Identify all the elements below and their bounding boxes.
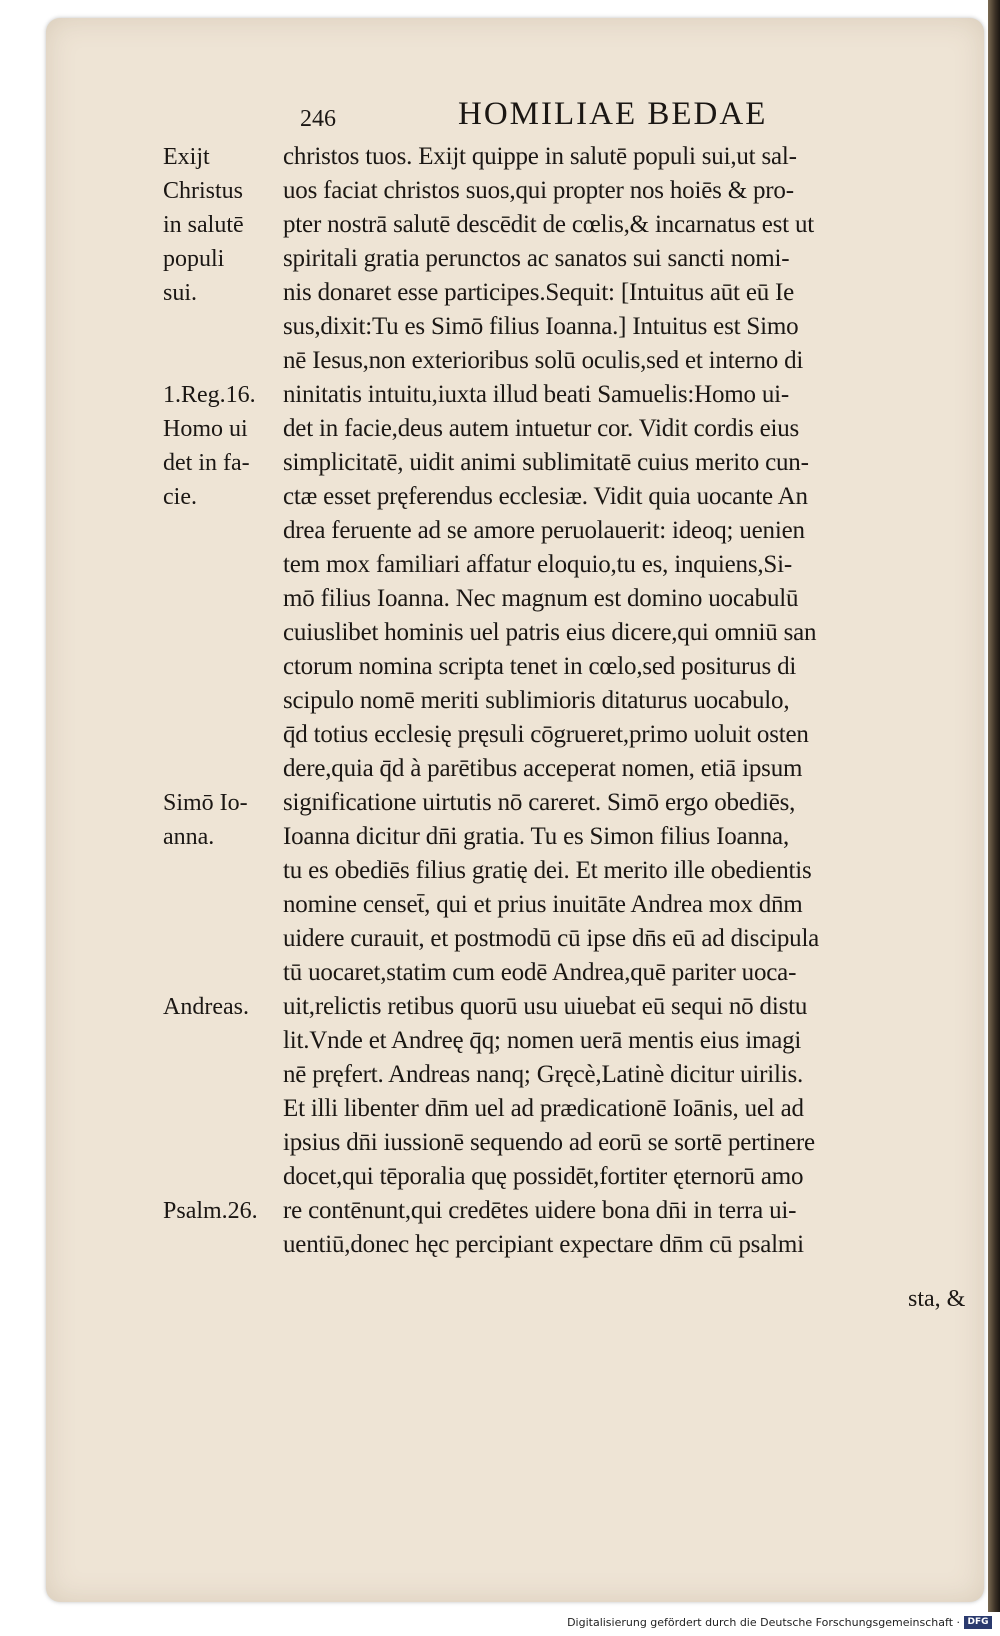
body-text: Ioanna dicitur dn̄i gratia. Tu es Simon filius Ioanna, xyxy=(283,823,790,850)
text-line xyxy=(0,888,1000,922)
text-line xyxy=(0,820,1000,854)
body-text: lit.Vnde et Andreę q̄q; nomen uerā mentis eius imagi xyxy=(283,1027,802,1054)
body-text: tu es obediēs filius gratię dei. Et merito ille obedientis xyxy=(283,857,812,884)
text-line xyxy=(0,514,1000,548)
text-line xyxy=(0,1160,1000,1194)
text-line xyxy=(0,208,1000,242)
body-text: det in facie,deus autem intuetur cor. Vidit cordis eius xyxy=(283,415,800,442)
text-line xyxy=(0,990,1000,1024)
text-line xyxy=(0,684,1000,718)
funding-credit: Digitalisierung gefördert durch die Deutsche Forschungsgemeinschaft · xyxy=(567,1616,960,1629)
text-line xyxy=(0,718,1000,752)
margin-note: Christus xyxy=(163,178,244,204)
footer-bar xyxy=(0,1612,1000,1636)
body-text: nis donaret esse participes.Sequit: [Intuitus aūt eū Ie xyxy=(283,279,795,306)
text-line xyxy=(0,548,1000,582)
body-text: dere,quia q̄d à parētibus acceperat nomen, etiā ipsum xyxy=(283,755,803,782)
body-text: drea feruente ad se amore peruolauerit: ideoq; uenien xyxy=(283,517,805,544)
body-text: docet,qui tēporalia quę possidēt,fortiter ęternorū amo xyxy=(283,1163,804,1190)
running-title: HOMILIAE BEDAE xyxy=(458,96,768,132)
text-line xyxy=(0,310,1000,344)
text-line xyxy=(0,1228,1000,1262)
text-line xyxy=(0,378,1000,412)
text-line xyxy=(0,412,1000,446)
dfg-logo-icon: DFG xyxy=(964,1616,992,1629)
body-text: simplicitatē, uidit animi sublimitatē cuius merito cun- xyxy=(283,449,809,476)
text-line xyxy=(0,344,1000,378)
body-text: uentiū,donec hęc percipiant expectare dn̄m cū psalmi xyxy=(283,1231,804,1258)
body-text: scipulo nomē meriti sublimioris ditaturus uocabulo, xyxy=(283,687,790,714)
body-text: significatione uirtutis nō careret. Simō ergo obediēs, xyxy=(283,789,796,816)
margin-note: det in fa- xyxy=(163,450,250,476)
text-line xyxy=(0,616,1000,650)
text-line xyxy=(0,242,1000,276)
body-text: q̄d totius ecclesię pręsuli cōgrueret,primo uoluit osten xyxy=(283,721,809,748)
text-line xyxy=(0,276,1000,310)
text-line xyxy=(0,752,1000,786)
running-head xyxy=(0,96,1000,140)
margin-note: anna. xyxy=(163,824,215,850)
text-line xyxy=(0,1194,1000,1228)
margin-note: Andreas. xyxy=(163,994,249,1020)
text-line xyxy=(0,956,1000,990)
margin-note: sui. xyxy=(163,280,198,306)
text-line xyxy=(0,1058,1000,1092)
body-text: ipsius dn̄i iussionē sequendo ad eorū se sortē pertinere xyxy=(283,1129,815,1156)
body-text: ctæ esset pręferendus ecclesiæ. Vidit quia uocante An xyxy=(283,483,808,510)
body-text: uidere curauit, et postmodū cū ipse dn̄s eū ad discipula xyxy=(283,925,820,952)
body-text: cuiuslibet hominis uel patris eius dicere,qui omniū san xyxy=(283,619,817,646)
text-line xyxy=(0,174,1000,208)
body-text: sus,dixit:Tu es Simō filius Ioanna.] Intuitus est Simo xyxy=(283,313,799,340)
margin-note: Exijt xyxy=(163,144,210,170)
body-text: uit,relictis retibus quorū usu uiuebat eū sequi nō distu xyxy=(283,993,808,1020)
body-text: tem mox familiari affatur eloquio,tu es, inquiens,Si- xyxy=(283,551,792,578)
text-line xyxy=(0,650,1000,684)
body-text: tū uocaret,statim cum eodē Andrea,quē pariter uoca- xyxy=(283,959,797,986)
body-text: uos faciat christos suos,qui propter nos hoiēs & pro- xyxy=(283,177,794,204)
body-text: nē Iesus,non exterioribus solū oculis,sed et interno di xyxy=(283,347,804,374)
margin-note: Simō Io- xyxy=(163,790,248,816)
text-line xyxy=(0,786,1000,820)
text-line xyxy=(0,480,1000,514)
text-line xyxy=(0,1092,1000,1126)
body-text: nomine censet̄, qui et prius inuitāte Andrea mox dn̄m xyxy=(283,891,803,918)
body-text: nē pręfert. Andreas nanq; Gręcè,Latinè dicitur uirilis. xyxy=(283,1061,804,1088)
text-line xyxy=(0,922,1000,956)
margin-note: Homo ui xyxy=(163,416,248,442)
margin-note: cie. xyxy=(163,484,197,510)
catchword: sta, & xyxy=(908,1286,966,1312)
body-text: pter nostrā salutē descēdit de cœlis,& incarnatus est ut xyxy=(283,211,814,238)
body-text: christos tuos. Exijt quippe in salutē populi sui,ut sal- xyxy=(283,143,797,170)
text-line xyxy=(0,1024,1000,1058)
margin-note: in salutē xyxy=(163,212,244,238)
margin-note: Psalm.26. xyxy=(163,1198,258,1224)
body-text: mō filius Ioanna. Nec magnum est domino uocabulū xyxy=(283,585,799,612)
text-line xyxy=(0,446,1000,480)
margin-note: populi xyxy=(163,246,225,272)
text-line xyxy=(0,582,1000,616)
text-line xyxy=(0,140,1000,174)
body-text: re contēnunt,qui credētes uidere bona dn̄i in terra ui- xyxy=(283,1197,797,1224)
page-number: 246 xyxy=(300,106,336,132)
body-text: spiritali gratia perunctos ac sanatos sui sancti nomi- xyxy=(283,245,790,272)
margin-note: 1.Reg.16. xyxy=(163,382,256,408)
body-text: ninitatis intuitu,iuxta illud beati Samuelis:Homo ui- xyxy=(283,381,790,408)
text-line xyxy=(0,854,1000,888)
body-text: Et illi libenter dn̄m uel ad prædicationē Ioānis, uel ad xyxy=(283,1095,804,1122)
body-text: ctorum nomina scripta tenet in cœlo,sed positurus di xyxy=(283,653,797,680)
text-line xyxy=(0,1126,1000,1160)
